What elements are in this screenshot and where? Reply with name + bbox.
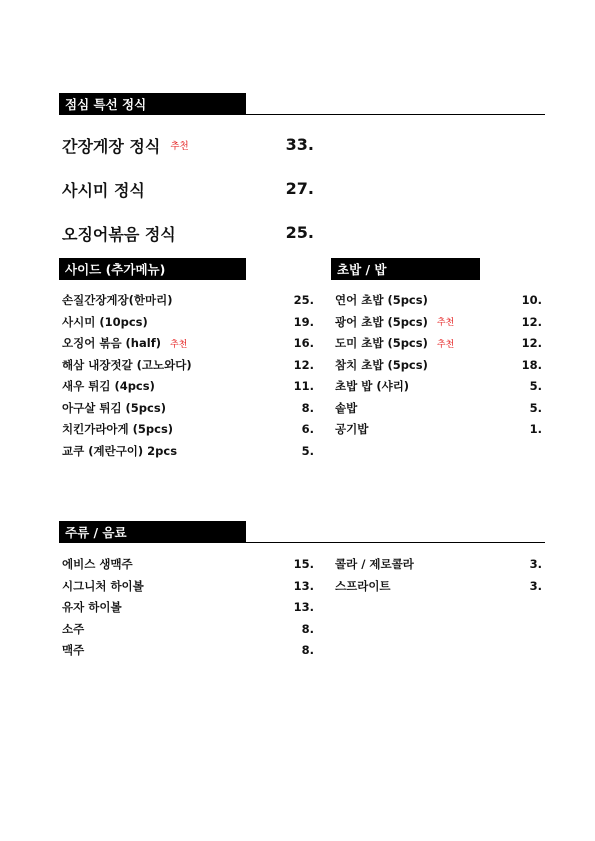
side-section-header [59,258,246,280]
menu-item-price: 5. [301,443,314,458]
menu-item-price: 16. [293,336,314,350]
menu-item-name: 해삼 내장젓갈 (고노와다) [62,357,192,372]
menu-item-name: 손질간장게장(한마리) [62,293,173,307]
menu-item-price: 19. [293,314,314,329]
menu-item-price: 12. [293,357,314,372]
menu-item [335,556,414,572]
menu-item-name: 오징어 볶음 (half) [62,336,161,350]
menu-item-name: 광어 초밥 (5pcs) [335,314,428,329]
menu-item-name: 맥주 [62,643,85,657]
menu-item-price: 12. [521,336,542,350]
menu-item [335,292,428,308]
menu-item [62,223,176,243]
lunch-section-header [59,93,246,115]
menu-item [335,421,368,437]
menu-item-price: 13. [293,578,314,593]
menu-item [62,443,177,459]
sushi-section-title: 초밥 / 밥 [331,258,480,280]
menu-item [335,314,454,330]
menu-item-price: 13. [293,600,314,614]
menu-item [335,400,357,416]
recommended-badge: 추천 [170,141,189,152]
menu-item-price: 25. [293,293,314,307]
menu-item [62,314,148,330]
menu-item [335,357,428,373]
menu-item-price: 5. [529,379,542,393]
menu-item-price: 8. [301,400,314,415]
menu-item-name: 도미 초밥 (5pcs) [335,336,428,350]
drinks-section-header [59,521,246,543]
menu-item-name: 연어 초밥 (5pcs) [335,293,428,307]
menu-item [62,621,84,637]
menu-item-name: 교쿠 (계란구이) 2pcs [62,443,178,458]
recommended-badge: 추천 [436,318,455,328]
menu-item-name: 치킨가라아게 (5pcs) [62,422,174,436]
menu-item-name: 콜라 / 제로콜라 [335,557,414,571]
menu-item [62,335,187,351]
menu-item-price: 8. [301,643,314,657]
menu-item [62,400,166,416]
lunch-section-title: 점심 특선 정식 [59,93,246,115]
menu-item-name: 소주 [62,621,85,636]
menu-item [62,179,145,199]
lunch-section-divider [246,114,545,115]
menu-item-price: 3. [529,557,542,571]
menu-item-name: 시그니처 하이볼 [62,578,144,593]
menu-item-name: 아구살 튀김 (5pcs) [62,400,166,415]
menu-item-price: 10. [521,293,542,307]
menu-item-name: 솥밥 [335,400,358,415]
menu-item-price: 6. [301,422,314,436]
side-section-title: 사이드 (추가메뉴) [59,258,246,280]
menu-item [335,335,454,351]
menu-item-name: 공기밥 [335,422,369,436]
menu-item-name: 오징어볶음 정식 [62,224,176,244]
menu-item [62,599,122,615]
menu-item-name: 새우 튀김 (4pcs) [62,379,155,393]
menu-item-price: 15. [293,557,314,571]
menu-item-name: 에비스 생맥주 [62,557,133,571]
menu-item-price: 27. [285,179,314,198]
menu-item [335,578,391,594]
menu-item-price: 18. [521,357,542,372]
menu-item [62,135,189,155]
menu-item-price: 11. [293,379,314,393]
menu-item-price: 5. [529,400,542,415]
sushi-section-header [331,258,480,280]
recommended-badge: 추천 [436,339,455,350]
menu-item [62,421,173,437]
menu-item-name: 사시미 정식 [62,180,145,200]
menu-item-name: 초밥 밥 (샤리) [335,379,410,393]
menu-item [62,642,84,658]
drinks-section-divider [246,542,545,543]
menu-item-price: 1. [529,422,542,436]
menu-item-name: 스프라이트 [335,578,391,593]
menu-item [62,378,155,394]
menu-item-price: 33. [285,135,314,154]
menu-item-name: 간장게장 정식 [62,136,161,156]
recommended-badge: 추천 [169,339,188,350]
menu-item [62,357,192,373]
drinks-section-title: 주류 / 음료 [59,521,246,543]
menu-item [62,578,144,594]
menu-item [62,292,173,308]
menu-item-price: 25. [285,223,314,242]
menu-item-price: 8. [301,621,314,636]
menu-item [335,378,409,394]
menu-item-price: 3. [529,578,542,593]
menu-item-name: 사시미 (10pcs) [62,314,148,329]
menu-item-name: 유자 하이볼 [62,600,122,614]
menu-item [62,556,133,572]
menu-item-name: 참치 초밥 (5pcs) [335,357,428,372]
menu-item-price: 12. [521,314,542,329]
